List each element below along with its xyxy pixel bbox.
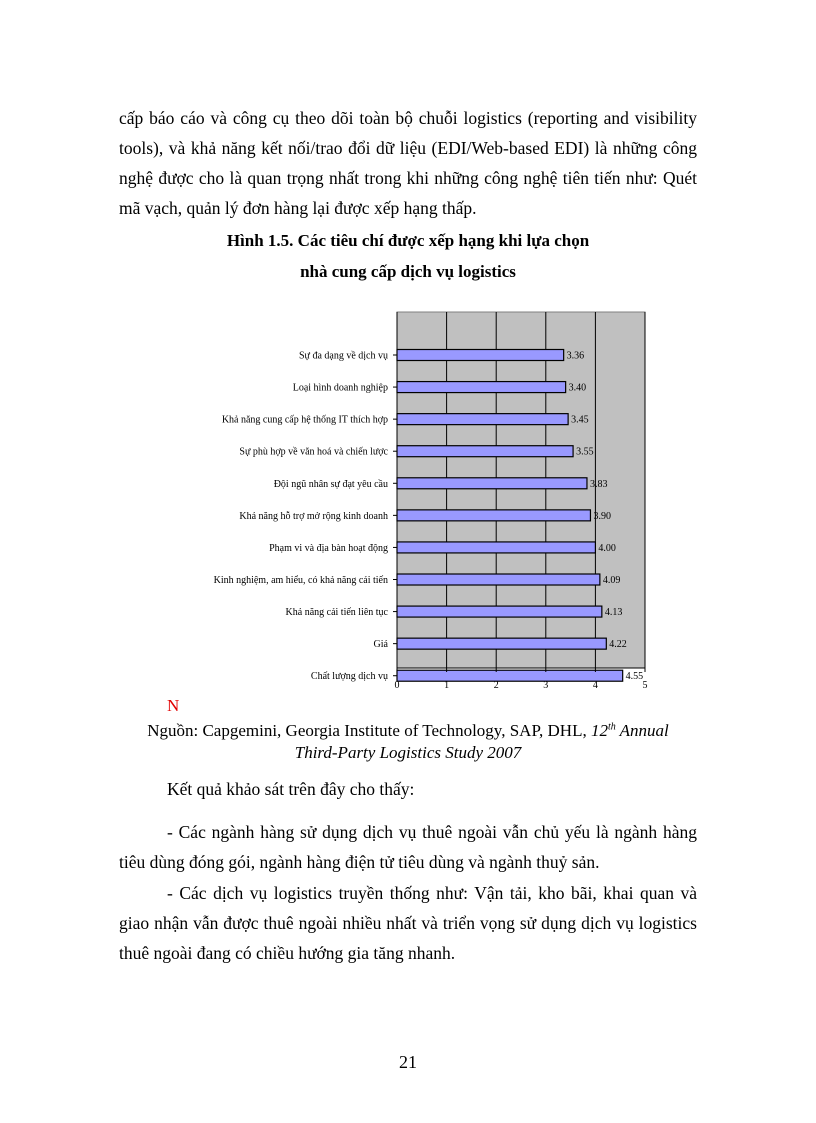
value-label: 4.13 [604, 607, 623, 619]
source-ordinal-number: 12 [590, 721, 608, 740]
category-label: Khả năng hỗ trợ mở rộng kinh doanh [239, 510, 388, 522]
category-label: Kinh nghiệm, am hiểu, có khả năng cải tiến [213, 575, 388, 587]
category-label: Khả năng cải tiến liên tục [285, 607, 388, 619]
source-italic-part1: Annual [615, 721, 669, 740]
x-tick-label: 1 [444, 680, 450, 691]
source-prefix: Nguồn: Capgemini, Georgia Institute of Technology, SAP, DHL, [147, 721, 591, 740]
bar [397, 510, 590, 521]
source-line1 [100, 721, 716, 741]
x-tick-label: 3 [543, 680, 549, 691]
bar [397, 414, 568, 425]
figure-title-line2: nhà cung cấp dịch vụ logistics [300, 262, 516, 281]
category-label: Đội ngũ nhân sự đạt yêu cầu [273, 478, 388, 490]
x-tick-label: 2 [493, 680, 499, 691]
bar [397, 350, 564, 361]
results-intro: Kết quả khảo sát trên đây cho thấy: [167, 779, 415, 799]
value-label: 3.36 [566, 350, 585, 362]
x-tick-label: 5 [642, 680, 648, 691]
category-label: Giá [373, 639, 388, 651]
category-label: Sự phù hợp về văn hoá và chiến lược [239, 446, 388, 458]
source-line2 [100, 743, 716, 763]
intro-paragraph: cấp báo cáo và công cụ theo dõi toàn bộ chuỗi logistics (reporting and visibility tools), và khả năng kết nối/trao đổi dữ liệu (EDI/Web-based EDI) là những công nghệ được cho là quan trọng nhất trong khi những công nghệ tiên tiến như: Quét mã vạch, quản lý đơn hàng lại được xếp hạng thấp. [119, 108, 697, 218]
bar [397, 574, 600, 585]
value-label: 4.00 [598, 542, 616, 554]
value-label: 3.40 [568, 382, 587, 394]
x-tick-label: 4 [592, 680, 598, 691]
value-label: 3.90 [593, 510, 611, 522]
bar [397, 606, 602, 617]
bar [397, 446, 573, 457]
value-label: 3.83 [589, 478, 608, 490]
value-label: 4.09 [602, 575, 621, 587]
figure-title-line1: Hình 1.5. Các tiêu chí được xếp hạng khi lựa chọn [226, 231, 590, 250]
category-label: Sự đa dạng về dịch vụ [298, 350, 388, 362]
source-italic-part2: Third-Party Logistics Study 2007 [294, 743, 522, 762]
value-label: 4.22 [609, 639, 627, 651]
bar [397, 670, 623, 681]
bar [397, 478, 587, 489]
bar [397, 638, 606, 649]
category-label: Loại hình doanh nghiệp [292, 382, 388, 394]
value-label: 3.45 [571, 414, 589, 426]
source-ordinal-suffix: th [607, 721, 616, 733]
x-tick-label: 0 [394, 680, 400, 691]
category-label: Phạm vi và địa bàn hoạt động [269, 542, 388, 554]
bar [397, 382, 566, 393]
page-number: 21 [399, 1052, 417, 1072]
category-label: Chất lượng dịch vụ [310, 671, 388, 683]
value-label: 3.55 [576, 446, 594, 458]
value-label: 4.55 [625, 671, 644, 683]
bullet-2: - Các dịch vụ logistics truyền thống như: Vận tải, kho bãi, khai quan và giao nhận vẫn được thuê ngoài nhiều nhất và triển vọng sử dụng dịch vụ logistics thuê ngoài đang có chiều hướng gia tăng nhanh. [119, 883, 697, 963]
category-label: Khả năng cung cấp hệ thống IT thích hợp [221, 414, 388, 426]
bullet-1: - Các ngành hàng sử dụng dịch vụ thuê ngoài vẫn chủ yếu là ngành hàng tiêu dùng đóng gói, ngành hàng điện tử tiêu dùng và ngành thuỷ sản. [119, 822, 697, 872]
stray-letter: N [167, 696, 180, 715]
bar [397, 542, 595, 553]
